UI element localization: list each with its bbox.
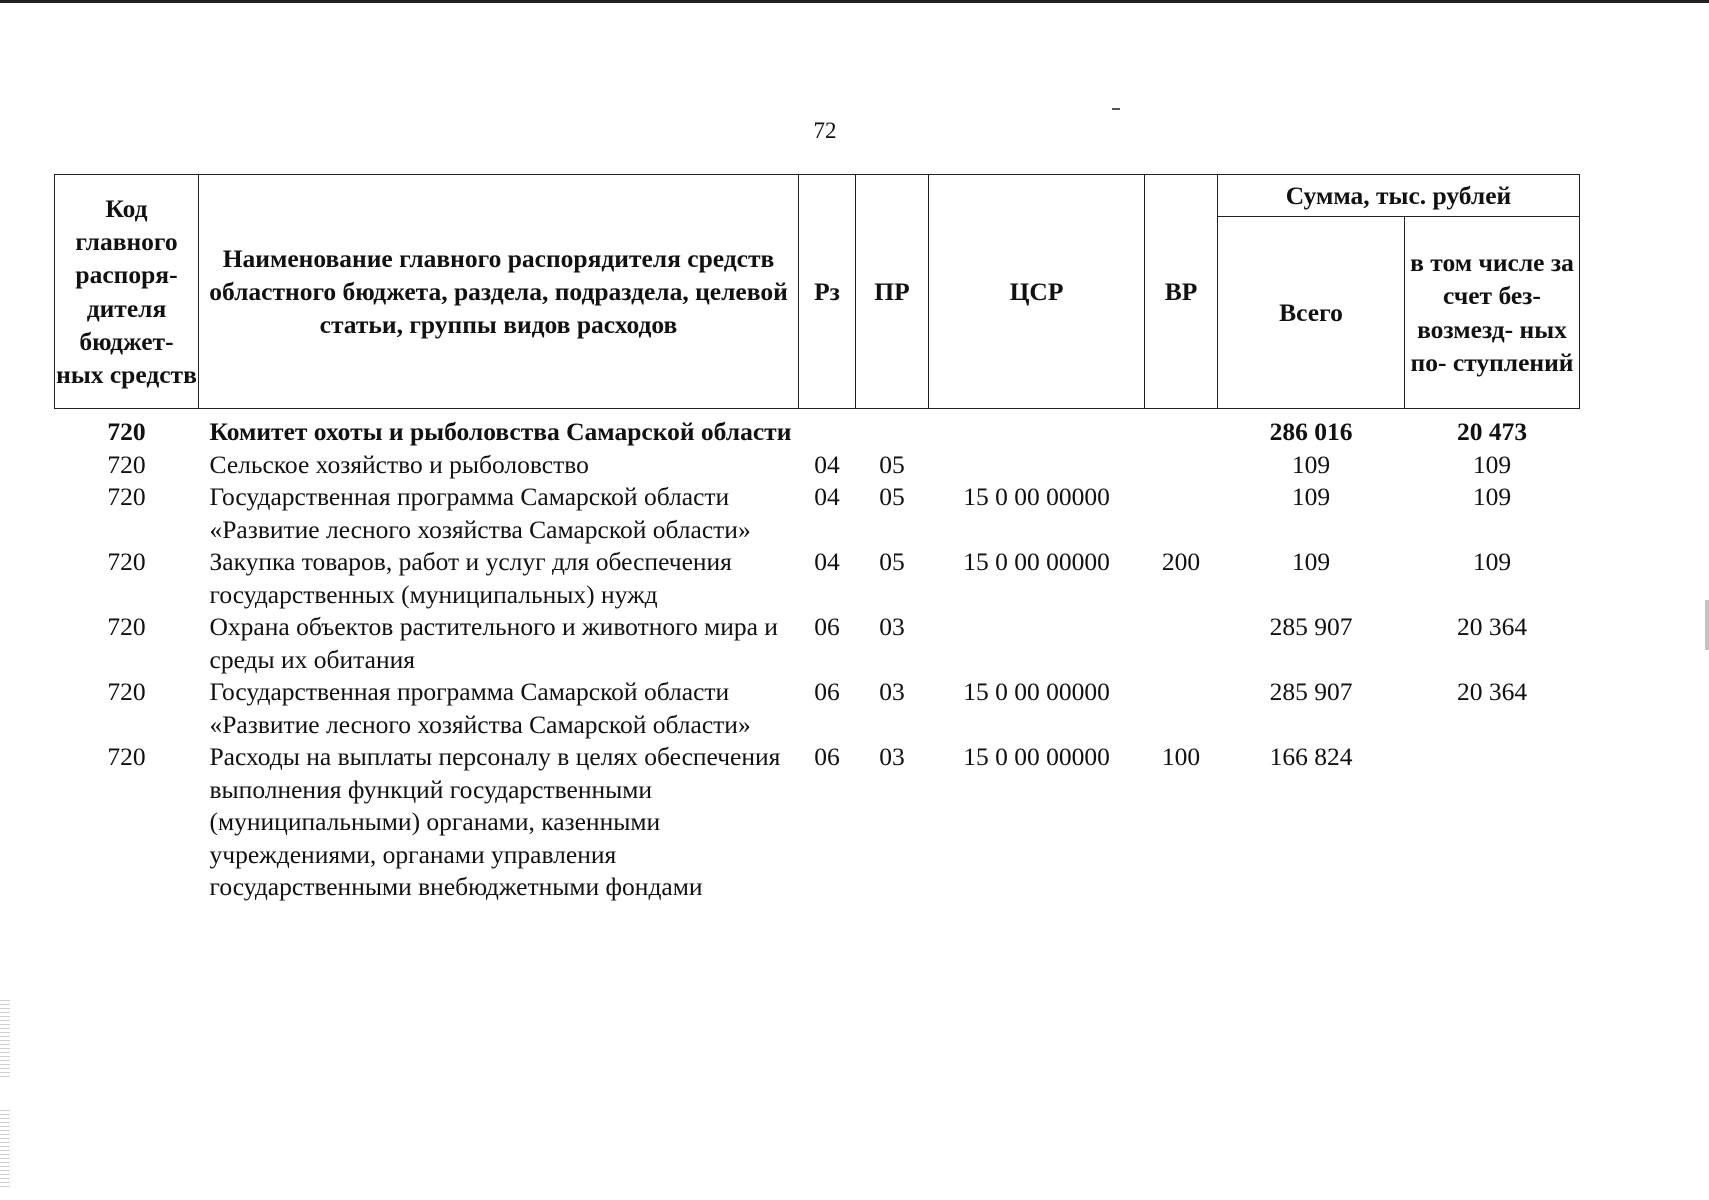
scan-speck (1112, 108, 1120, 110)
cell-total: 109 (1291, 482, 1331, 511)
cell-rz (799, 409, 856, 449)
header-code: Код главного распоря- дителя бюджет- ных средств (55, 175, 199, 409)
cell-pr (856, 409, 929, 449)
table-row (55, 449, 1580, 482)
page-number: 72 (813, 118, 837, 143)
cell-vr: 200 (1161, 547, 1201, 576)
cell-free: 20 473 (1456, 417, 1528, 446)
scan-top-edge (0, 0, 1709, 3)
header-vr: ВР (1145, 175, 1218, 409)
cell-vr (1145, 409, 1218, 449)
cell-code: 720 (107, 612, 146, 641)
cell-total: 285 907 (1269, 612, 1353, 641)
cell-free: 109 (1472, 449, 1512, 479)
cell-csr: 15 0 00 00000 (963, 482, 1110, 511)
cell-rz: 06 (814, 612, 840, 641)
scan-noise (0, 1110, 10, 1190)
cell-csr (929, 409, 1145, 449)
cell-vr: 100 (1161, 742, 1201, 771)
cell-pr: 03 (879, 677, 905, 706)
header-sum: Сумма, тыс. рублей (1218, 175, 1580, 217)
cell-name: Охрана объектов растительного и животного мира и среды их обитания (209, 612, 778, 674)
cell-code: 720 (107, 417, 146, 446)
cell-csr: 15 0 00 00000 (963, 677, 1110, 706)
cell-code: 720 (107, 449, 146, 479)
table-header (55, 175, 1580, 409)
table-row (55, 546, 1580, 611)
scan-edge-mark (1705, 600, 1709, 650)
cell-free: 20 364 (1456, 612, 1528, 641)
cell-rz: 04 (814, 482, 840, 511)
cell-rz: 04 (814, 449, 840, 479)
cell-pr: 05 (879, 449, 905, 479)
cell-pr: 05 (879, 482, 905, 511)
cell-vr (1145, 676, 1218, 741)
cell-vr (1145, 481, 1218, 546)
cell-total: 285 907 (1269, 677, 1353, 706)
cell-code: 720 (107, 482, 146, 511)
header-rz: Рз (799, 175, 856, 409)
cell-csr: 15 0 00 00000 (963, 742, 1110, 771)
header-csr: ЦСР (929, 175, 1145, 409)
header-total: Всего (1218, 217, 1405, 409)
cell-rz: 06 (814, 742, 840, 771)
table-row (55, 481, 1580, 546)
table-row (55, 611, 1580, 676)
cell-total: 286 016 (1269, 417, 1353, 446)
cell-code: 720 (107, 677, 146, 706)
cell-free (1405, 741, 1580, 904)
scan-noise (0, 1000, 10, 1080)
cell-pr: 03 (879, 612, 905, 641)
cell-name: Сельское хозяйство и рыболовство (209, 449, 589, 479)
cell-vr (1145, 449, 1218, 482)
cell-free: 109 (1472, 482, 1512, 511)
cell-free: 20 364 (1456, 677, 1528, 706)
cell-name: Государственная программа Самарской области «Развитие лесного хозяйства Самарской области» (209, 482, 751, 544)
cell-code: 720 (107, 742, 146, 771)
cell-total: 109 (1291, 547, 1331, 576)
cell-free: 109 (1472, 547, 1512, 576)
table-row (55, 741, 1580, 904)
cell-csr (929, 611, 1145, 676)
header-pr: ПР (856, 175, 929, 409)
header-name: Наименование главного распорядителя средств областного бюджета, раздела, подраздела, целевой статьи, группы видов расходов (199, 175, 799, 409)
cell-csr (929, 449, 1145, 482)
cell-pr: 03 (879, 742, 905, 771)
cell-rz: 06 (814, 677, 840, 706)
cell-name: Комитет охоты и рыболовства Самарской области (209, 417, 792, 446)
table-row (55, 676, 1580, 741)
cell-name: Закупка товаров, работ и услуг для обеспечения государственных (муниципальных) нужд (209, 547, 732, 609)
cell-name: Расходы на выплаты персоналу в целях обеспечения выполнения функций государственными (муниципальными) органами, казенными учреждениями, органами управления государственными внебюджетными фондами (209, 742, 781, 901)
table-row (55, 409, 1580, 449)
cell-name: Государственная программа Самарской области «Развитие лесного хозяйства Самарской области» (209, 677, 751, 739)
cell-csr: 15 0 00 00000 (963, 547, 1110, 576)
table-body (55, 409, 1580, 904)
cell-total: 109 (1291, 449, 1331, 479)
cell-rz: 04 (814, 547, 840, 576)
budget-table (54, 174, 1580, 904)
cell-vr (1145, 611, 1218, 676)
cell-pr: 05 (879, 547, 905, 576)
cell-total: 166 824 (1269, 742, 1353, 771)
header-free: в том числе за счет без- возмезд- ных по- ступлений (1405, 217, 1580, 409)
cell-code: 720 (107, 547, 146, 576)
